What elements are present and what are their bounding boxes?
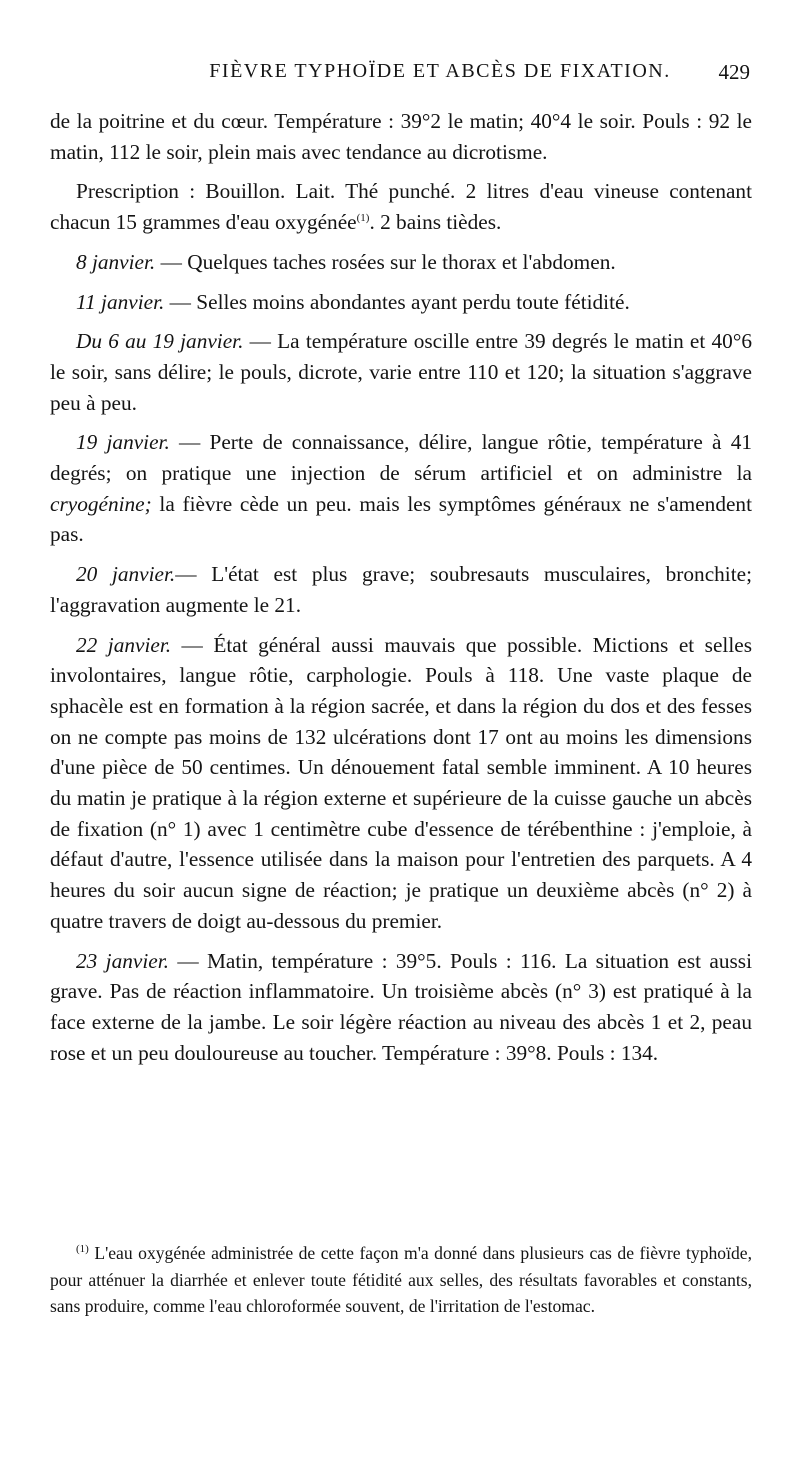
entry-text: — Perte de connaissance, délire, langue rôtie, température à 41 degrés; on pratique une injection de sérum artificiel et on administre la [50, 430, 752, 486]
entry-text: — Selles moins abondantes ayant perdu toute fétidité. [164, 289, 630, 314]
entry-22-janvier [50, 630, 752, 937]
entry-date: 19 janvier. [76, 430, 170, 455]
entry-date: Du 6 au 19 janvier. [76, 329, 244, 354]
running-head: FIÈVRE TYPHOÏDE ET ABCÈS DE FIXATION. [209, 60, 671, 82]
entry-19-janvier [50, 427, 752, 550]
entry-text: — L'état est plus grave; soubresauts musculaires, bronchite; l'aggravation augmente le 21. [50, 562, 752, 617]
footnote-mark: (1) [76, 1243, 89, 1256]
entry-date: 8 janvier. [76, 249, 156, 274]
entry-text-after: la fièvre cède un peu. mais les symptômes généraux ne s'amendent pas. [50, 491, 752, 547]
footnote-text: L'eau oxygénée administrée de cette façon m'a donné dans plusieurs cas de fièvre typhoïde, pour atténuer la diarrhée et enlever toute fétidité aux selles, des résultats favorables et constants, sans produire, comme l'eau chloroformée souvent, de l'irritation de l'estomac. [50, 1243, 752, 1316]
entry-text: — État général aussi mauvais que possible. Mictions et selles involontaires, langue rôtie, carphologie. Pouls à 118. Une vaste plaque de sphacèle est en formation à la région sacrée, et dans la région du dos et des fesses on ne compte pas moins de 132 ulcérations dont 17 ont au moins les dimensions d'une pièce de 50 centimes. Un dénouement fatal semble imminent. A 10 heures du matin je pratique à la région externe et supérieure de la cuisse gauche un abcès de fixation (n° 1) avec 1 centimètre cube d'essence de térébenthine : j'emploie, à défaut d'autre, l'essence utilisée dans la maison pour l'entretien des parquets. A 4 heures du soir aucun signe de réaction; je pratique un deuxième abcès (n° 2) à quatre travers de doigt au-dessous du premier. [50, 632, 752, 933]
entry-text: — La température oscille entre 39 degrés le matin et 40°6 le soir, sans délire; le pouls, dicrote, varie entre 110 et 120; la situation s'aggrave peu à peu. [50, 329, 752, 415]
page-number: 429 [718, 60, 750, 84]
body-text [50, 106, 752, 1077]
entry-23-janvier [50, 946, 752, 1069]
entry-date: 20 janvier. [76, 562, 176, 587]
entry-text: — Quelques taches rosées sur le thorax et l'abdomen. [155, 249, 616, 274]
paragraph-prescription [50, 176, 752, 237]
entry-text: — Matin, température : 39°5. Pouls : 116. La situation est aussi grave. Pas de réaction inflammatoire. Un troisième abcès (n° 3) est pratiqué à la face externe de la jambe. Le soir légère réaction au niveau des abcès 1 et 2, peau rose et un peu douloureuse au toucher. Température : 39°8. Pouls : 134. [50, 948, 752, 1065]
paragraph-text: Prescription : Bouillon. Lait. Thé punché. 2 litres d'eau vineuse contenant chacun 15 grammes d'eau oxygénée [50, 179, 752, 235]
entry-6-au-19-janvier [50, 326, 752, 418]
footnotes [50, 1240, 752, 1320]
footnote [50, 1240, 752, 1320]
entry-italic-term: cryogénine; [50, 491, 152, 516]
paragraph-text: de la poitrine et du cœur. Température : 39°2 le matin; 40°4 le soir. Pouls : 92 le matin, 112 le soir, plein mais avec tendance au dicrotisme. [50, 109, 752, 164]
page-header [50, 60, 750, 94]
paragraph-continuation [50, 106, 752, 167]
entry-date: 23 janvier. [76, 948, 169, 973]
footnote-reference: (1) [356, 212, 370, 225]
paragraph-text-after: . 2 bains tièdes. [369, 210, 502, 235]
entry-date: 22 janvier. [76, 632, 172, 657]
entry-date: 11 janvier. [76, 289, 165, 314]
entry-8-janvier [50, 247, 752, 278]
entry-11-janvier [50, 287, 752, 318]
entry-20-janvier [50, 559, 752, 620]
